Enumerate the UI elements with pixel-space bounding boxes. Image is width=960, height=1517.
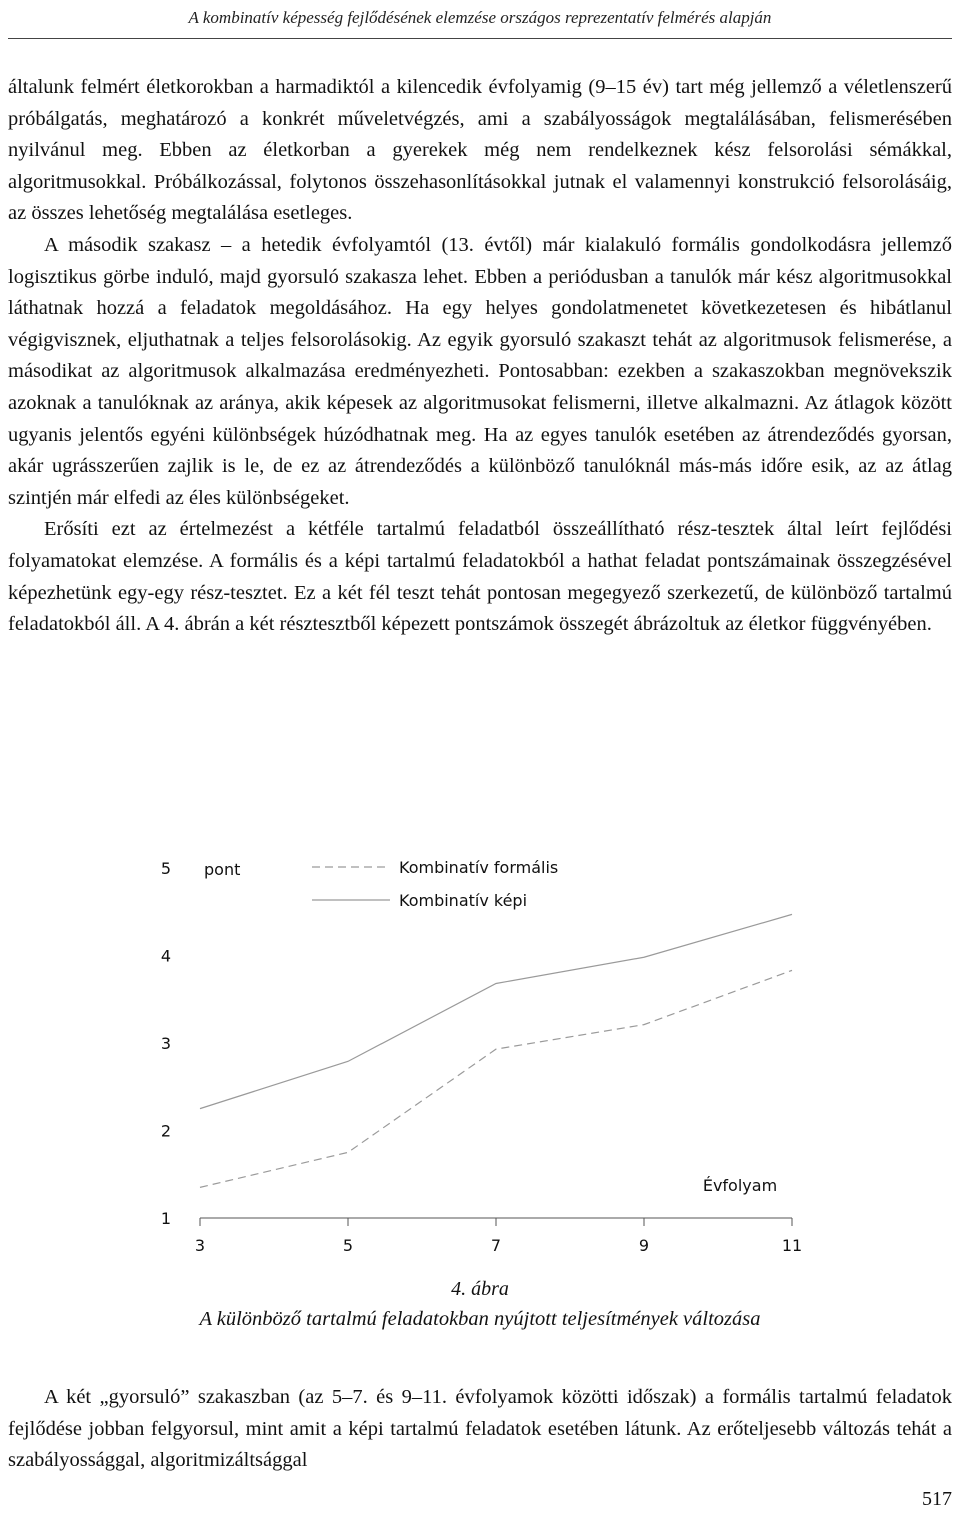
paragraph: A második szakasz – a hetedik évfolyamtól (13. évtől) már kialakuló formális gondolkodásra jellemző logisztikus görbe induló, majd gyorsuló szakasza lehet. Ebben a periódusban a tanulók már kész algoritmusokkal láthatnak hozzá a feladatok megoldásához. Ha egy helyes gondolatmenetet következetesen és hibátlanul végigvisznek, eljuthatnak a teljes felsorolásokig. Az egyik gyorsuló szakaszt tehát az algoritmusok felismerése, a másodikat az algoritmusok alkalmazása eredményezheti. Pontosabban: ezekben a szakaszokban megnövekszik azoknak a tanulóknak az aránya, akik képesek az algoritmusokat felismerni, illetve alkalmazni. Az átlagok között ugyanis jelentős egyéni különbségek húzódhatnak meg. Ha az egyes tanulók esetében az átrendeződés gyorsan, akár ugrásszerűen zajlik is le, de ez az átrendeződés a különböző tanulóknál más-más időre esik, az az átlag szintjén már elfedi az éles különbségeket. (8, 233, 952, 509)
y-tick-label: 3 (160, 1034, 172, 1053)
header-rule (8, 38, 952, 39)
chart-series (200, 914, 792, 1187)
x-tick-label: 7 (490, 1236, 502, 1255)
figure-number: 4. ábra (451, 1278, 509, 1300)
x-axis-label: Évfolyam (702, 1176, 778, 1195)
chart-legend (312, 858, 558, 910)
body-text-top (8, 72, 952, 641)
x-tick-label: 9 (638, 1236, 650, 1255)
body-text-bottom (8, 1382, 952, 1477)
paragraph: általunk felmért életkorokban a harmadiktól a kilencedik évfolyamig (9–15 év) tart még jellemző a véletlenszerű próbálgatás, meghatározó a konkrét műveletvégzés, ami a szabályosságok megtalálásában, felismerésében nyilvánul meg. Ebben az életkorban a gyerekek még nem rendelkeznek kész felsorolási sémákkal, algoritmusokkal. Próbálkozással, folytonos összehasonlításokkal jutnak el valamennyi konstrukció felsorolásáig, az összes lehetőség megtalálása esetleges. (8, 76, 952, 225)
series-line-formalis (200, 970, 792, 1187)
legend-label: Kombinatív formális (399, 858, 559, 877)
chart-axes (161, 859, 802, 1255)
y-tick-label: 2 (160, 1121, 172, 1141)
x-tick-label: 3 (194, 1236, 206, 1255)
legend-label: Kombinatív képi (399, 891, 528, 910)
y-axis-label: pont (204, 860, 241, 879)
page-number: 517 (922, 1488, 952, 1510)
paragraph: Erősíti ezt az értelmezést a kétféle tartalmú feladatból összeállítható rész-tesztek által leírt fejlődési folyamatokat elemzése. A formális és a képi tartalmú feladatokból a hathat feladat pontszámainak összegzésével képezhetünk egy-egy rész-tesztet. Ez a két fél teszt tehát pontosan megegyező szerkezetű, de különböző tartalmú feladatokból áll. A 4. ábrán a két résztesztből képezett pontszámok összegét ábrázoltuk az életkor függvényében. (8, 518, 952, 636)
line-chart (140, 848, 840, 1260)
y-tick-label: 5 (160, 859, 172, 878)
x-tick-label: 5 (342, 1236, 354, 1255)
figure-caption: A különböző tartalmú feladatokban nyújtott teljesítmények változása (199, 1308, 761, 1330)
y-tick-label: 4 (160, 946, 172, 966)
paragraph: A két „gyorsuló” szakaszban (az 5–7. és 9–11. évfolyamok közötti időszak) a formális tartalmú feladatok fejlődése jobban felgyorsul, mint amit a képi tartalmú feladatok esetében látunk. Az erőteljesebb változás tehát a szabályossággal, algoritmizáltsággal (8, 1386, 952, 1472)
chart-labels (204, 860, 777, 1195)
y-tick-label: 1 (160, 1209, 172, 1228)
series-line-kepi (200, 914, 792, 1108)
x-tick-label: 11 (781, 1236, 803, 1255)
running-title: A kombinatív képesség fejlődésének elemzése országos reprezentatív felmérés alapján (188, 8, 772, 27)
